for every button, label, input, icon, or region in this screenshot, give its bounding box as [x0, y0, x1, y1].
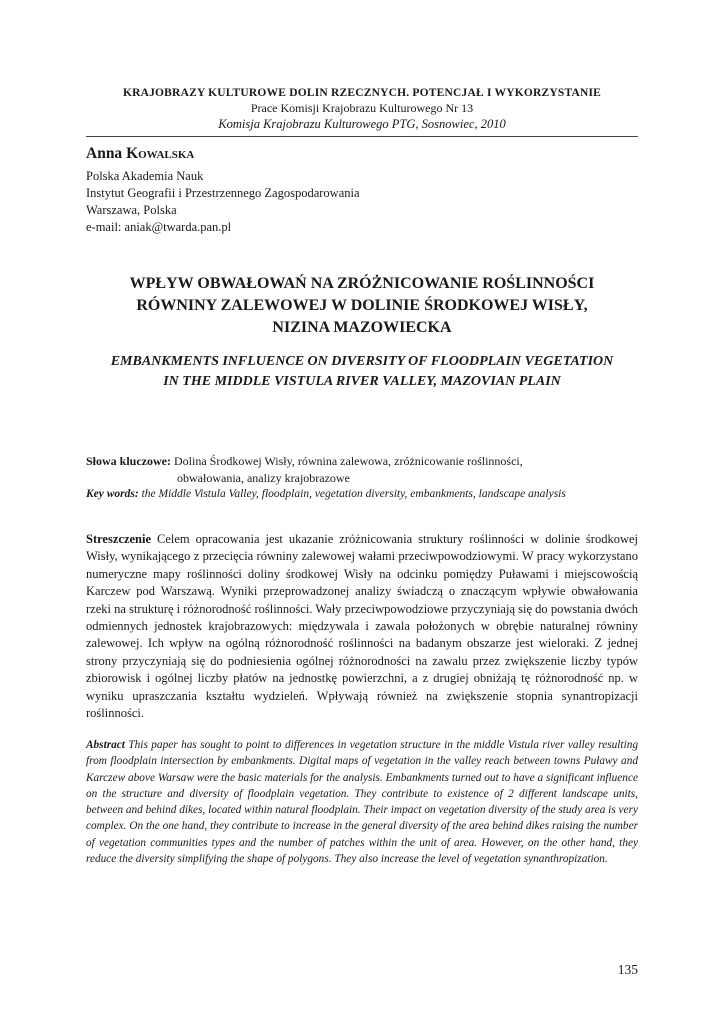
keywords-pl-label: Słowa kluczowe:	[86, 454, 171, 468]
abstract-english	[86, 737, 638, 867]
publisher-line: Komisja Krajobrazu Kulturowego PTG, Sosnowiec, 2010	[218, 117, 506, 131]
title-pl-line: RÓWNINY ZALEWOWEJ W DOLINIE ŚRODKOWEJ WISŁY,	[136, 297, 588, 314]
keywords-en-label: Key words:	[86, 488, 139, 500]
author-name	[86, 143, 194, 165]
author-last-name: Kowalska	[126, 145, 195, 162]
keywords-polish	[86, 453, 646, 487]
author-email: e-mail: aniak@twarda.pan.pl	[86, 220, 232, 234]
running-header	[86, 86, 638, 132]
abstract-en-label: Abstract	[86, 739, 125, 751]
series-title: KRAJOBRAZY KULTUROWE DOLIN RZECZNYCH. POTENCJAŁ I WYKORZYSTANIE	[122, 87, 602, 99]
author-affiliation	[86, 168, 360, 236]
title-en-line: IN THE MIDDLE VISTULA RIVER VALLEY, MAZOVIAN PLAIN	[163, 374, 561, 389]
keywords-pl-text: Dolina Środkowej Wisły, równina zalewowa, zróżnicowanie roślinności,	[171, 454, 523, 468]
author-first-name: Anna	[86, 145, 123, 162]
abstract-en-text: This paper has sought to point to differences in vegetation structure in the middle Vistula river valley resulting from floodplain intersection by embankments. Digital maps of vegetation in the valley reach between towns Puławy and Karczew above Warsaw were the basic materials for the analysis. Embankments turned out to have a significant influence on the structure and diversity of floodplain vegetation. They contribute to existence of 2 different landscape units, between and behind dikes, located within natural floodplain. Their impact on vegetation diversity of the study area is very complex. On the one hand, they contribute to increase in the general diversity of the area behind dikes raising the number of vegetation communities types and the number of patches within the unit of area. However, on the other hand, they reduce the diversity simplifying the shape of polygons. They also increase the level of vegetation synanthropization.	[86, 739, 638, 866]
header-rule	[86, 136, 638, 137]
abstract-pl-text: Celem opracowania jest ukazanie zróżnicowania struktury roślinności w dolinie środkowej Wisły, wynikającego z przecięcia równiny zalewowej wałami przeciwpowodziowymi. W pracy wykorzystano numeryczne mapy roślinności doliny środkowej Wisły na odcinku pomiędzy Puławami i miejscowością Karczew pod Warszawą. Wyniki przeprowadzonej analizy świadczą o znaczącym wpływie obwałowania rzeki na strukturę i różnorodność roślinności. Wały przeciwpowodziowe przyczyniają się do powstania dwóch odmiennych jednostek krajobrazowych: międzywala i zawala położonych w obrębie naturalnej równiny zalewowej. Ich wpływ na ogólną różnorodność roślinności na badanym obszarze jest wieloraki. Z jednej strony przyczyniają się do podniesienia ogólnej różnorodności na zawalu przez zwiększenie liczby typów zbiorowisk i ogólnej liczby płatów na jednostkę powierzchni, a z drugiej obniżają tę różnorodność np. w wyniku upraszczania kształtu wydzieleń. Wpływają również na zwiększenie stopnia synantropizacji roślinności.	[86, 532, 638, 721]
affiliation-line: Instytut Geografii i Przestrzennego Zagospodarowania	[86, 186, 360, 200]
title-en-line: EMBANKMENTS INFLUENCE ON DIVERSITY OF FLOODPLAIN VEGETATION	[110, 354, 614, 369]
page-number: 135	[617, 962, 638, 977]
series-subtitle: Prace Komisji Krajobrazu Kulturowego Nr 13	[250, 101, 474, 115]
affiliation-line: Polska Akademia Nauk	[86, 169, 204, 183]
title-pl-line: NIZINA MAZOWIECKA	[272, 319, 452, 336]
keywords-en-text: the Middle Vistula Valley, floodplain, vegetation diversity, embankments, landscape analysis	[138, 488, 566, 500]
title-polish	[60, 273, 664, 339]
title-english	[60, 352, 664, 392]
title-pl-line: WPŁYW OBWAŁOWAŃ NA ZRÓŻNICOWANIE ROŚLINNOŚCI	[129, 275, 595, 292]
affiliation-line: Warszawa, Polska	[86, 203, 177, 217]
abstract-pl-label: Streszczenie	[86, 532, 152, 546]
abstract-polish	[86, 531, 638, 722]
keywords-english	[86, 486, 646, 502]
keywords-pl-text-cont: obwałowania, analizy krajobrazowe	[177, 471, 350, 485]
